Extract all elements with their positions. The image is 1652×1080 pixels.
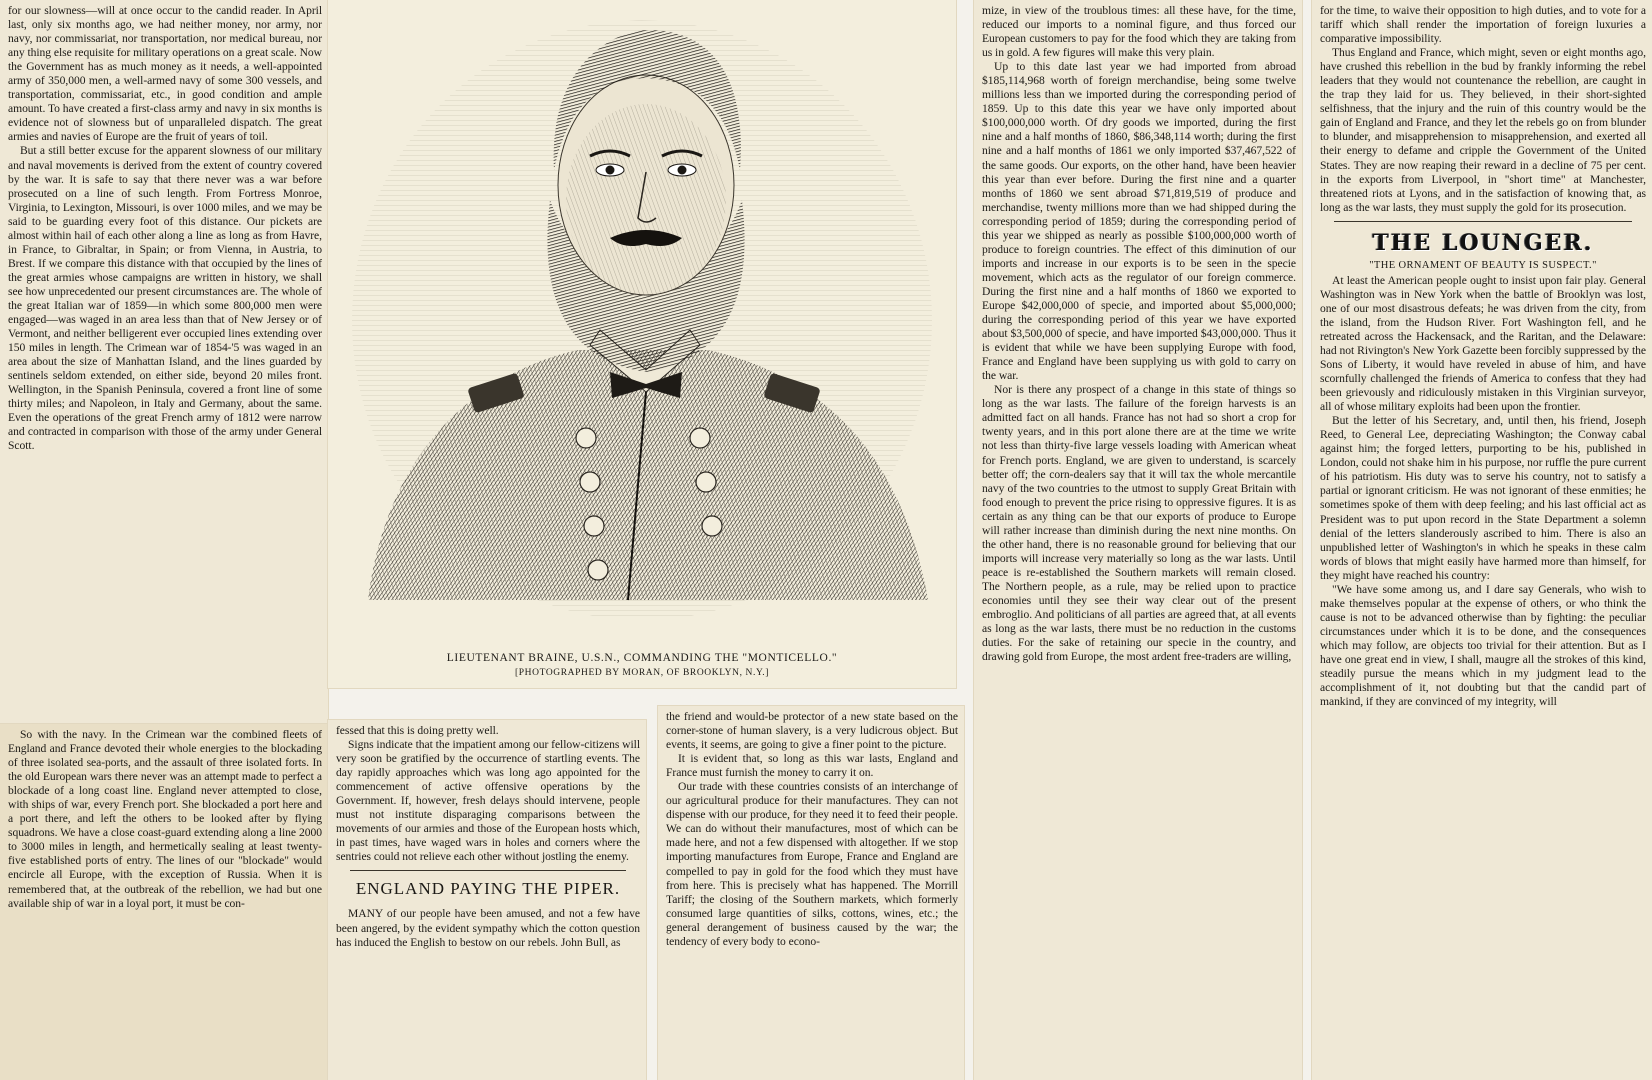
paragraph: mize, in view of the troublous times: all these have, for the time, reduced our imports to a nominal figure, and thus forced our European customers to pay for the food which they are taking from us in gold. A few figures will make this very plain.	[982, 4, 1296, 60]
portrait-credit: [PHOTOGRAPHED BY MORAN, OF BROOKLYN, N.Y.]	[515, 668, 769, 678]
paragraph: Signs indicate that the impatient among our fellow-citizens will very soon be gratified by the occurrence of startling events. The day rapidly approaches which was long ago appointed for the commencement of active offensive operations by the Government. If, however, fresh delays should intervene, people must not institute disparaging comparisons between the movements of our armies and those of the European hosts which, in past times, have waged wars in holes and corners where the sentries could not relieve each other without jostling the enemy.	[336, 738, 640, 864]
paragraph: "We have some among us, and I dare say Generals, who wish to make themselves popular at the expense of others, or who think the cause is not to be advanced otherwise than by fighting: the peculiar circumstances under which it is to be done, and the consequences which may follow, are objects too trivial for their attention. But as I have one great end in view, I shall, maugre all the strokes of this kind, steadily pursue the means which in my judgment lead to the accomplishment of it, not doubting but that the candid part of mankind, if they are convinced of my integrity, will	[1320, 582, 1646, 709]
paragraph: At least the American people ought to insist upon fair play. General Washington was in New York when the battle of Brooklyn was lost, one of our most disastrous defeats; he was driven from the city, from the island, from the Hudson River. Fort Washington fell, and he retreated across the Hackensack, and the Raritan, and the Delaware: had not Rivington's New York Gazette been forcibly suppressed by the Sons of Liberty, it would have reveled in abuse of him, and have scornfully challenged the friends of America to confess that they had been grievously and ridiculously mistaken in this Virginian surveyor, all of whose military exploits had been upon the frontier.	[1320, 273, 1646, 414]
column-2	[328, 720, 646, 1080]
paragraph: Nor is there any prospect of a change in this state of things so long as the war lasts. The failure of the foreign harvests is an admitted fact on all hands. France has not had so short a crop for twenty years, and in this port alone there are at the time we write not less than thirty-five large vessels loading with American wheat for French ports. England, we are given to understand, is scarcely better off; the corn-dealers say that it will tax the whole mercantile navy of the two countries to the utmost to supply Great Britain with food enough to prevent the price rising to oppressive figures. It is as certain as any thing can be that our exports of produce to Europe will rather increase than diminish during the next nine months. On the other hand, there is no reasonable ground for believing that our imports will increase very materially so long as the war lasts. Until peace is re-established the Southern markets will remain closed. The Northern people, as a rule, may be relied upon to practice economies until they see their way clear out of the present embroglio. And politicians of all parties are agreed that, at all events as long as the war lasts, there must be no reduction in the customs duties. For the sake of retaining our specie in the country, and drawing gold from Europe, the most ardent free-traders are willing,	[982, 383, 1296, 664]
paragraph: But the letter of his Secretary, and, until then, his friend, Joseph Reed, to General Lee, depreciating Washington; the Conway cabal against him; the forged letters, purporting to be his, published in London, could not shake him in his purpose, nor ruffle the pure current of his patriotism. His duty was to serve his country, not to satisfy a partial or ignorant criticism. He was not ignorant of these enmities; he sometimes spoke of them with deep feeling; and his last official act as President was to put upon record in the State Department a solemn denial of the letters slanderously ascribed to him. There is also an unpublished letter of Washington's in which he speaks in these calm words of blows that might easily have harmed more than himself, for they might have reached his country:	[1320, 414, 1646, 582]
paragraph: It is evident that, so long as this war lasts, England and France must furnish the money to carry it on.	[666, 752, 958, 780]
paragraph: MANY of our people have been amused, and not a few have been angered, by the evident sympathy which the cotton question has induced the English to bestow on our rebels. John Bull, as	[336, 907, 640, 949]
divider	[1334, 221, 1632, 222]
column-5	[1312, 0, 1652, 1080]
portrait-caption: LIEUTENANT BRAINE, U.S.N., COMMANDING THE "MONTICELLO."	[446, 652, 838, 664]
section-subhead: "THE ORNAMENT OF BEAUTY IS SUSPECT."	[1369, 259, 1597, 271]
paragraph: But a still better excuse for the apparent slowness of our military and naval movements is derived from the extent of country covered by the war. It is safe to say that there never was a war before prosecuted on a line of such length. From Fortress Monroe, Virginia, to Lexington, Missouri, is over 1000 miles, and we may be said to be guarding every foot of this distance. Our pickets are almost within hail of each other along a line as long as from Havre, in France, to Gibraltar, in Spain; or from Vienna, in Austria, to Brest. If we compare this distance with that occupied by the lines of the great armies whose campaigns are written in history, we shall see how unprecedented our present circumstances are. The whole of the great Italian war of 1859—in which some 800,000 men were engaged—was waged in an area less than that of New Jersey or of Vermont, and neither belligerent ever occupied lines extending over 150 miles in length. The Crimean war of 1854-'5 was waged in an area about the size of Manhattan Island, and the lines guarded by sentinels seldom extended, on either side, beyond 20 miles front. Wellington, in the Spanish Peninsula, covered a front line of some thirty miles; and Napoleon, in Italy and Germany, about the same. Even the operations of the great French army of 1812 were narrow and contracted in comparison with those of the army under General Scott.	[8, 144, 322, 453]
paragraph: Up to this date last year we had imported from abroad $185,114,968 worth of foreign merchandise, being some twelve millions less than we imported during the corresponding period of 1859. Up to this date this year we have only imported about $100,000,000 worth. Of dry goods we imported, during the first nine and a half months of 1860, $86,348,114 worth; during the first nine and a half months of 1861 we only imported $37,467,522 of the same goods. Our exports, on the other hand, have been heavier this year than ever before. During the first nine and a quarter months of 1860 we sent abroad $71,819,519 of produce and merchandise, twenty millions more than we had shipped during the corresponding period of 1859; during the corresponding period of this year we shipped as nearly as possible $100,000,000 worth of produce to foreign countries. The effect of this diminution of our imports and increase in our exports is to be seen in the specie movement, which acts as the regulator of our foreign commerce. During the first nine and a half months of 1860 we exported to Europe $42,000,000 of specie, and imported about $5,000,000; during the corresponding period of this year we have exported about $3,500,000 of specie, and have imported $43,000,000. Thus it is evident that while we have been supplying Europe with food, France and England have been supplying us with gold to carry on the war.	[982, 60, 1296, 383]
paragraph: Our trade with these countries consists of an interchange of our agricultural produce for their manufactures. They can not dispense with our produce, for they need it to feed their people. We can do without their manufactures, most of which can be made here, and not a few dispensed with altogether. If we stop importing manufactures from Europe, France and England are compelled to pay in gold for the food which they must have from here. This is precisely what has happened. The Morrill Tariff; the closing of the Southern markets, which formerly consumed large quantities of silks, cottons, wines, etc.; the general derangement of business caused by the war; the tendency of every body to econo-	[666, 780, 958, 948]
paragraph: for the time, to waive their opposition to high duties, and to vote for a tariff which shall render the importation of foreign luxuries a comparative impossibility.	[1320, 4, 1646, 46]
paragraph: the friend and would-be protector of a new state based on the corner-stone of human slavery, is a very ludicrous object. But events, it seems, are going to give a finer point to the picture.	[666, 710, 958, 752]
column-4	[974, 0, 1302, 1080]
article-headline: ENGLAND PAYING THE PIPER.	[355, 879, 621, 899]
section-title: THE LOUNGER.	[1372, 229, 1594, 256]
portrait-image	[328, 0, 956, 650]
paragraph: fessed that this is doing pretty well.	[336, 724, 499, 737]
portrait-engraving	[328, 0, 956, 688]
column-3	[658, 706, 964, 1080]
column-1-top	[0, 0, 328, 724]
paragraph: So with the navy. In the Crimean war the combined fleets of England and France devoted their whole energies to the blockading of three isolated sea-ports, and the assault of three isolated forts. In the old European wars there never was an attempt made to perfect a blockade of a long coast line. England never attempted to close, with ships of war, every French port. She blockaded a port here and a port there, and left the others to be looked after by flying squadrons. We have a close coast-guard extending along a line 2000 to 3000 miles in length, and hermetically sealing at least twenty-five established ports of entry. The lines of our "blockade" would encircle all Europe, with the exception of Russia. When it is remembered that, at the outbreak of the rebellion, we had but one available ship of war in a loyal port, it must be con-	[8, 728, 322, 910]
divider	[350, 870, 626, 871]
paragraph: for our slowness—will at once occur to the candid reader. In April last, only six months ago, we had neither money, nor army, nor navy, nor commissariat, nor transportation, nor medical bureau, nor any thing else requisite for military operations on a great scale. Now the Government has as much money as it needs, a well-appointed army of 350,000 men, a well-armed navy of some 300 vessels, and transportation, commissariat, etc., in good condition and ample amount. To have created a first-class army and navy in six months is evidence not of slowness but of unparalleled dispatch. The great armies and navies of Europe are the fruit of years of toil.	[8, 4, 323, 144]
paragraph: Thus England and France, which might, seven or eight months ago, have crushed this rebellion in the bud by frankly informing the rebel leaders that they would not countenance the rebellion, are caught in the trap they laid for us. They believed, in their short-sighted selfishness, that the injury and the ruin of this country would be the gain of England and France, and they let the rebels go on from blunder to blunder, and misapprehension to misapprehension, and exerted all their energy to defame and cripple the Government of the United States. They are now reaping their reward in a decline of 75 per cent. in the exports from Liverpool, in "short time" at Manchester, threatened riots at Lyons, and in the satisfaction of knowing that, as long as the war lasts, they must supply the gold for its prosecution.	[1320, 46, 1646, 214]
column-1-bottom	[0, 724, 328, 1080]
